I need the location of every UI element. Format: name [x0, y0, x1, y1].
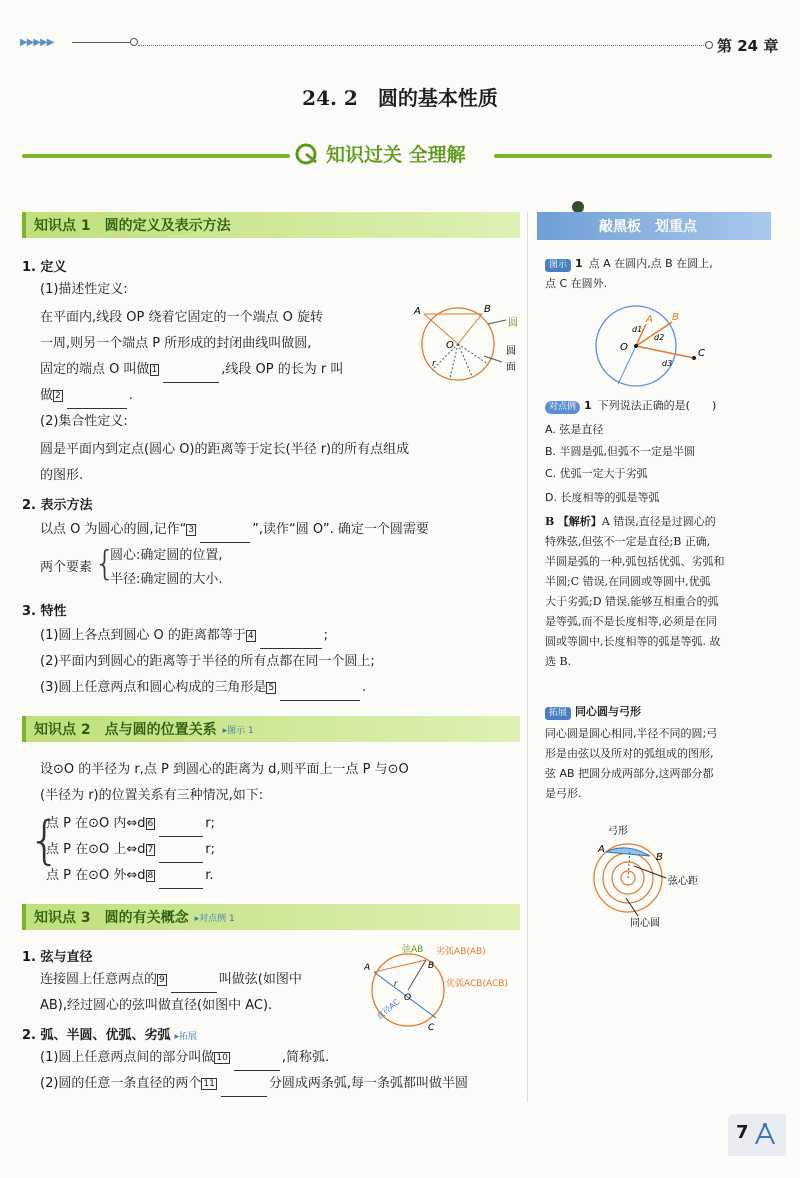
point-position-figure: [590, 298, 710, 394]
blank-number: 6: [147, 818, 154, 829]
extension-title: 同心圆与弓形: [575, 705, 642, 718]
fig-label-bow: 弓形: [608, 826, 628, 837]
text: .: [128, 388, 133, 403]
k1-sub2: 2. 表示方法: [22, 498, 93, 513]
k3-sub2-tag[interactable]: ▸拓展: [174, 1032, 198, 1042]
compass-icon: [752, 1122, 778, 1146]
example-chip: 对点例: [545, 401, 580, 414]
fig-label-b: B: [672, 312, 679, 323]
text: 大于劣弧;D 错误,能够互相重合的弧: [545, 595, 719, 608]
option-a: A. 弦是直径: [545, 423, 604, 436]
answer-blank-8[interactable]: [159, 864, 203, 889]
text: 点 P 在⊙O 外⇔d: [46, 868, 146, 883]
text: 点 C 在圆外.: [545, 277, 608, 290]
k1-desc-l4: [40, 384, 133, 409]
blank-number: 1: [151, 364, 158, 375]
text: 弦 AB 把圆分成两部分,这两部分都: [545, 767, 714, 780]
explanation-label: 【解析】: [557, 515, 602, 528]
blank-number: 5: [268, 682, 275, 693]
fig-label-circle: 圆: [508, 318, 518, 329]
fig-label-face2: 面: [506, 362, 516, 373]
k3-sub2: [22, 1024, 197, 1043]
option-d: D. 长度相等的弧是等弧: [545, 491, 660, 504]
header-dot: [130, 38, 138, 46]
fig-label-diameter: 直径AC: [374, 997, 402, 1022]
k1-desc-label: (1)描述性定义:: [40, 282, 128, 297]
blank-number: 4: [247, 630, 254, 641]
k1-rep-c1: 圆心:确定圆的位置,: [110, 548, 223, 563]
text: (1)圆上任意两点间的部分叫做: [40, 1050, 215, 1065]
text: 连接圆上任意两点的: [40, 972, 158, 987]
text: 是弓形.: [545, 787, 582, 800]
text: 以点 O 为圆心的圆,记作“: [40, 522, 187, 537]
answer-blank-6[interactable]: [159, 812, 203, 837]
fig-label-b: B: [428, 961, 435, 971]
fig-label-r: r: [432, 359, 436, 369]
example-num: 1: [584, 399, 592, 412]
header-rule-left: [72, 42, 130, 43]
text: 是等弧,而不是长度相等,必须是在同: [545, 615, 717, 628]
fig-label-o: O: [446, 340, 454, 351]
fig-label-a: A: [414, 306, 421, 317]
brace: {: [28, 811, 62, 871]
circle-definition-figure: [410, 300, 526, 386]
banner-rule-right: [494, 154, 772, 158]
k1-rep-c2: 半径:确定圆的大小.: [110, 572, 223, 587]
banner-text: 知识过关 全理解: [326, 144, 466, 166]
blank-number: 2: [55, 390, 61, 401]
k1-title: 知识点 1 圆的定义及表示方法: [34, 218, 231, 234]
fig-label-concentric: 同心圆: [630, 918, 660, 929]
k3-l1: [40, 968, 302, 993]
explanation: [545, 512, 771, 672]
fig-label-b: B: [656, 852, 663, 863]
fig-label-o: O: [404, 993, 412, 1003]
text: 分圆成两条弧,每一条弧都叫做半圆: [268, 1076, 469, 1091]
k1-desc-l3: [40, 358, 343, 383]
header-arrows: ▶▶▶▶▶: [20, 37, 54, 48]
text: (3)圆上任意两点和圆心构成的三角形是: [40, 680, 267, 695]
side-fig1: [545, 254, 771, 294]
text: ;: [323, 628, 329, 643]
text: 做: [40, 388, 54, 403]
fig-label-chord-distance: 弦心距: [668, 876, 698, 887]
side-example-q: [545, 396, 771, 416]
k2-c1: [46, 812, 215, 837]
page-number: 7: [736, 1122, 749, 1143]
k1-sub1: 1. 定义: [22, 260, 67, 275]
k3-tag[interactable]: ▸对点例 1: [194, 913, 235, 924]
fig-label-b: B: [484, 304, 491, 315]
header-dot-right: [705, 41, 713, 49]
fig-num: 1: [575, 257, 583, 270]
k2-c2: [46, 838, 215, 863]
text: 叫做弦(如图中: [218, 972, 302, 987]
text: 半圆;C 错误,在同圆或等圆中,优弧: [545, 575, 711, 588]
k2-header: [22, 716, 520, 742]
column-divider: [527, 212, 528, 1102]
k1-set-l1: 圆是平面内到定点(圆心 O)的距离等于定长(半径 r)的所有点组成: [40, 442, 410, 457]
fig-label-d2: d2: [654, 333, 665, 342]
text: (2)圆的任意一条直径的两个: [40, 1076, 202, 1091]
text: 特殊弦,但弦不一定是直径;B 正确,: [545, 535, 711, 548]
header-rule-right: [138, 45, 706, 46]
blank-number: 10: [216, 1052, 228, 1063]
text: ”,读作“圆 O”. 确定一个圆需要: [252, 522, 429, 537]
k1-p1: [40, 624, 328, 649]
fig-label-face1: 圆: [506, 346, 516, 357]
blank-number: 7: [147, 844, 154, 855]
blank-number: 11: [203, 1078, 215, 1089]
k1-desc-l2: 一周,则另一个端点 P 所形成的封闭曲线叫做圆,: [40, 336, 312, 351]
fig-label-c: C: [428, 1023, 435, 1033]
answer-blank-7[interactable]: [159, 838, 203, 863]
k2-l2: (半径为 r)的位置关系有三种情况,如下:: [40, 788, 264, 803]
answer-blank-3[interactable]: [200, 518, 250, 543]
fig-label-a: A: [364, 963, 371, 973]
text: 选 B.: [545, 655, 572, 668]
answer-blank-9[interactable]: [171, 968, 217, 993]
text: r;: [205, 816, 215, 831]
k1-sub3: 3. 特性: [22, 604, 67, 619]
text: 固定的端点 O 叫做: [40, 362, 150, 377]
text: 圆或等圆中,长度相等的弧是等弧. 故: [545, 635, 721, 648]
k2-l1: 设⊙O 的半径为 r,点 P 到圆心的距离为 d,则平面上一点 P 与⊙O: [40, 762, 409, 777]
blank-number: 3: [188, 524, 195, 535]
text: 点 A 在圆内,点 B 在圆上,: [588, 257, 713, 270]
k3-title: 知识点 3 圆的有关概念: [34, 910, 189, 926]
k1-p3: [40, 676, 366, 701]
answer-blank-4[interactable]: [260, 624, 322, 649]
extension-chip: 拓展: [545, 707, 571, 720]
k2-tag[interactable]: ▸图示 1: [222, 725, 254, 736]
answer-blank-10[interactable]: [234, 1046, 280, 1071]
option-c: C. 优弧一定大于劣弧: [545, 467, 648, 480]
text: .: [362, 680, 367, 695]
fig-label-chord: 弦AB: [402, 945, 424, 955]
text: 2. 弧、半圆、优弧、劣弧: [22, 1028, 171, 1043]
text: 半圆是弧的一种,弧包括优弧、劣弧和: [545, 555, 725, 568]
k2-c3: [46, 864, 214, 889]
text: ,简称弧.: [281, 1050, 330, 1065]
fig-label-c: C: [698, 348, 705, 359]
text: 点 P 在⊙O 内⇔d: [46, 816, 146, 831]
blank-number: 9: [159, 974, 165, 985]
option-b: B. 半圆是弧,但弧不一定是半圆: [545, 445, 696, 458]
k3-l2: AB),经过圆心的弦叫做直径(如图中 AC).: [40, 998, 273, 1013]
fig-label-d1: d1: [632, 325, 643, 334]
text: r.: [205, 868, 214, 883]
k1-header: [22, 212, 520, 238]
text: (1)圆上各点到圆心 O 的距离都等于: [40, 628, 246, 643]
text: 点 P 在⊙O 上⇔d: [46, 842, 146, 857]
answer-blank-5[interactable]: [280, 676, 360, 701]
answer-blank-1[interactable]: [163, 358, 219, 383]
section-title: 24. 2 圆的基本性质: [302, 86, 498, 110]
text: A 错误,直径是过圆心的: [601, 515, 716, 528]
text: r;: [205, 842, 215, 857]
fig-label-d3: d3: [662, 359, 673, 368]
swirl-icon: [294, 142, 320, 166]
chapter-label: 第 24 章: [717, 37, 779, 55]
chord-diameter-figure: [364, 940, 524, 1034]
brace: {: [94, 544, 116, 584]
k1-rep-two: 两个要素: [40, 560, 93, 575]
side-extension-body: [545, 724, 771, 804]
k1-p2: (2)平面内到圆心的距离等于半径的所有点都在同一个圆上;: [40, 654, 375, 669]
fig-chip: 图示: [545, 259, 571, 272]
fig-label-minor-arc: 劣弧AB(AB): [436, 947, 486, 957]
text: 同心圆是圆心相同,半径不同的圆;弓: [545, 727, 718, 740]
k1-desc-l1: 在平面内,线段 OP 绕着它固定的一个端点 O 旋转: [40, 310, 323, 325]
concentric-circle-figure: [590, 820, 730, 932]
k1-set-label: (2)集合性定义:: [40, 414, 128, 429]
text: 下列说法正确的是( ): [597, 399, 717, 412]
k2-title: 知识点 2 点与圆的位置关系: [34, 722, 217, 738]
k3-l3: [40, 1046, 329, 1071]
k1-rep-l1: [40, 518, 429, 543]
fig-label-r: r: [394, 979, 398, 988]
text: ,线段 OP 的长为 r 叫: [221, 362, 344, 377]
side-header: 敲黑板 划重点: [537, 212, 771, 240]
k3-sub1: 1. 弦与直径: [22, 950, 93, 965]
k3-l4: [40, 1072, 468, 1097]
answer-blank-2[interactable]: [67, 384, 127, 409]
side-extension-head: [545, 702, 771, 722]
answer: B: [545, 515, 555, 528]
fig-label-a: A: [598, 844, 605, 855]
fig-label-a: A: [646, 314, 653, 325]
banner: [294, 140, 466, 167]
k1-set-l2: 的图形.: [40, 468, 84, 483]
answer-blank-11[interactable]: [221, 1072, 267, 1097]
banner-rule-left: [22, 154, 290, 158]
k3-header: [22, 904, 520, 930]
blank-number: 8: [147, 870, 154, 881]
text: 形是由弦以及所对的弧组成的图形,: [545, 747, 714, 760]
fig-label-o: O: [620, 342, 628, 353]
fig-label-major-arc: 优弧ACB(ACB): [446, 979, 508, 989]
